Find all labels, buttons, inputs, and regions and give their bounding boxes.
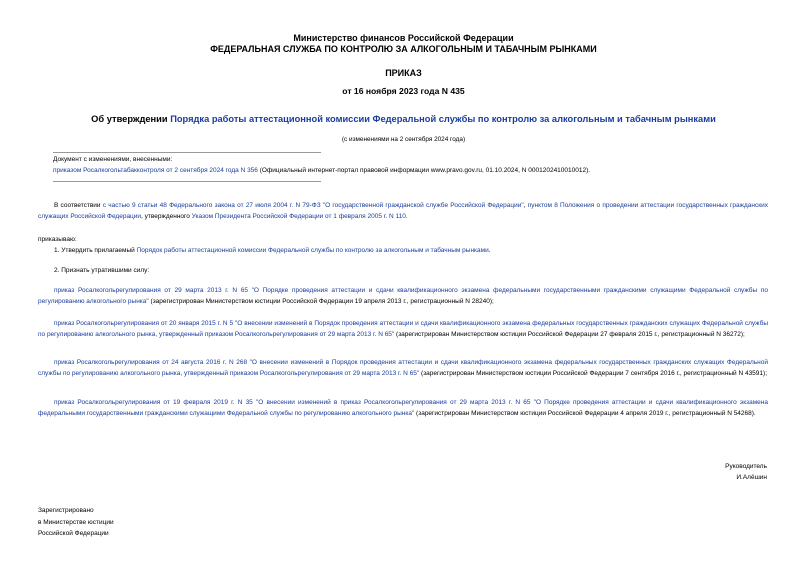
repealed-tail: (зарегистрирован Министерством юстиции Российской Федерации 7 сентября 2016 г., регистрационный N 43591); [419,370,767,378]
service-heading: ФЕДЕРАЛЬНАЯ СЛУЖБА ПО КОНТРОЛЮ ЗА АЛКОГОЛЬНЫМ И ТАБАЧНЫМ РЫНКАМИ [210,44,597,54]
item-1-link[interactable]: Порядок работы аттестационной комиссии Федеральной службы по контролю за алкогольным и табачным рынками [136,247,489,254]
title-prefix: Об утверждении [91,114,171,124]
preamble-link-decree[interactable]: Указом Президента Российской Федерации от 1 февраля 2005 г. N 110 [191,213,406,221]
signature-name: И.Алёшин [736,474,767,481]
edition-top-divider [53,152,321,153]
preamble-link-regulation[interactable]: пунктом 8 Положения о проведении аттестации государственных гражданских служащих Российской Федерации [38,202,768,221]
repealed-item [38,357,768,379]
registration-line-3: Российской Федерации [38,530,109,537]
repealed-link[interactable]: приказ Росалкогольрегулирования от 20 января 2015 г. N 5 "О внесении изменений в Порядок проведения аттестации и сдачи квалификационного экзамена федеральных государственных гражданских служащих Федеральной службы по регулированию алкогольного рынка, утвержденный приказом Росалкогольрегулирования от 29 марта 2013 г. N 65" [38,320,768,339]
signature-position: Руководитель [725,463,767,470]
item-2: 2. Признать утратившими силу: [54,267,150,274]
registration-line-2: в Министерстве юстиции [38,518,114,526]
ministry-heading: Министерство финансов Российской Федерации [293,33,514,43]
edition-bottom-divider [53,181,321,182]
edition-line [53,165,773,176]
preamble-text-4: . [405,213,408,221]
document-title [0,114,807,124]
repealed-link[interactable]: приказ Росалкогольрегулирования от 29 марта 2013 г. N 65 "О Порядке проведения аттестации и сдачи квалификационного экзамена федеральными государственными гражданскими служащими Федеральной службы по регулированию алкогольного рынка" [38,287,768,306]
repealed-link[interactable]: приказ Росалкогольрегулирования от 24 августа 2016 г. N 268 "О внесении изменений в Порядок проведения аттестации и сдачи квалификационного экзамена федеральных государственных гражданских служащих Федеральной службы по регулированию алкогольного рынка, утвержденный приказом Росалкогольрегулирования от 29 марта 2013 г. N 65" [38,359,768,378]
repealed-tail: (зарегистрирован Министерством юстиции Российской Федерации 19 апреля 2013 г., регистрационный N 28240); [148,298,494,306]
item-1-text: 1. Утвердить прилагаемый [54,247,137,254]
repealed-tail: (зарегистрирован Министерством юстиции Российской Федерации 27 февраля 2015 г., регистрационный N 36272); [394,331,745,339]
preamble-text-3: , утвержденного [141,213,192,221]
date-number-heading: от 16 ноября 2023 года N 435 [342,86,465,96]
repealed-item [38,318,768,340]
signature-block [725,461,767,483]
edition-link[interactable]: приказом Росалкогольтабакконтроля от 2 сентября 2024 года N 356 [53,167,258,174]
item-1 [54,245,768,256]
repealed-tail: (зарегистрирован Министерством юстиции Российской Федерации 4 апреля 2019 г., регистрационный N 54268). [414,410,756,418]
preamble-paragraph [38,200,768,222]
preamble-link-law[interactable]: с частью 9 статьи 48 Федерального закона от 27 июля 2004 г. N 79-ФЗ "О государственной гражданской службе Российской Федерации" [102,202,524,209]
prikazyvayu: приказываю: [38,236,77,243]
item-1-end: . [488,247,491,254]
changes-note: (с изменениями на 2 сентября 2024 года) [341,136,466,143]
repealed-item [38,397,768,419]
preamble-text-1: В соответствии [54,202,103,209]
title-link[interactable]: Порядка работы аттестационной комиссии Федеральной службы по контролю за алкогольным и табачным рынками [170,114,716,124]
registration-line-1: Зарегистрировано [38,507,94,514]
edition-intro: Документ с изменениями, внесенными: [53,156,173,163]
preamble-text-2: , [523,202,528,209]
doc-type-heading: ПРИКАЗ [385,68,422,78]
repealed-link[interactable]: приказ Росалкогольрегулирования от 19 февраля 2019 г. N 35 "О внесении изменений в приказ Росалкогольрегулирования от 29 марта 2013 г. N 65 "О Порядке проведения аттестации и сдачи квалификационного экзамена федеральными государственными гражданскими служащими Федеральной службы по регулированию алкогольного рынка" [38,399,768,418]
registration-block [38,505,114,540]
edition-tail: (Официальный интернет-портал правовой информации www.pravo.gov.ru, 01.10.2024, N 0001202410010012). [257,167,591,174]
repealed-item [38,285,768,307]
